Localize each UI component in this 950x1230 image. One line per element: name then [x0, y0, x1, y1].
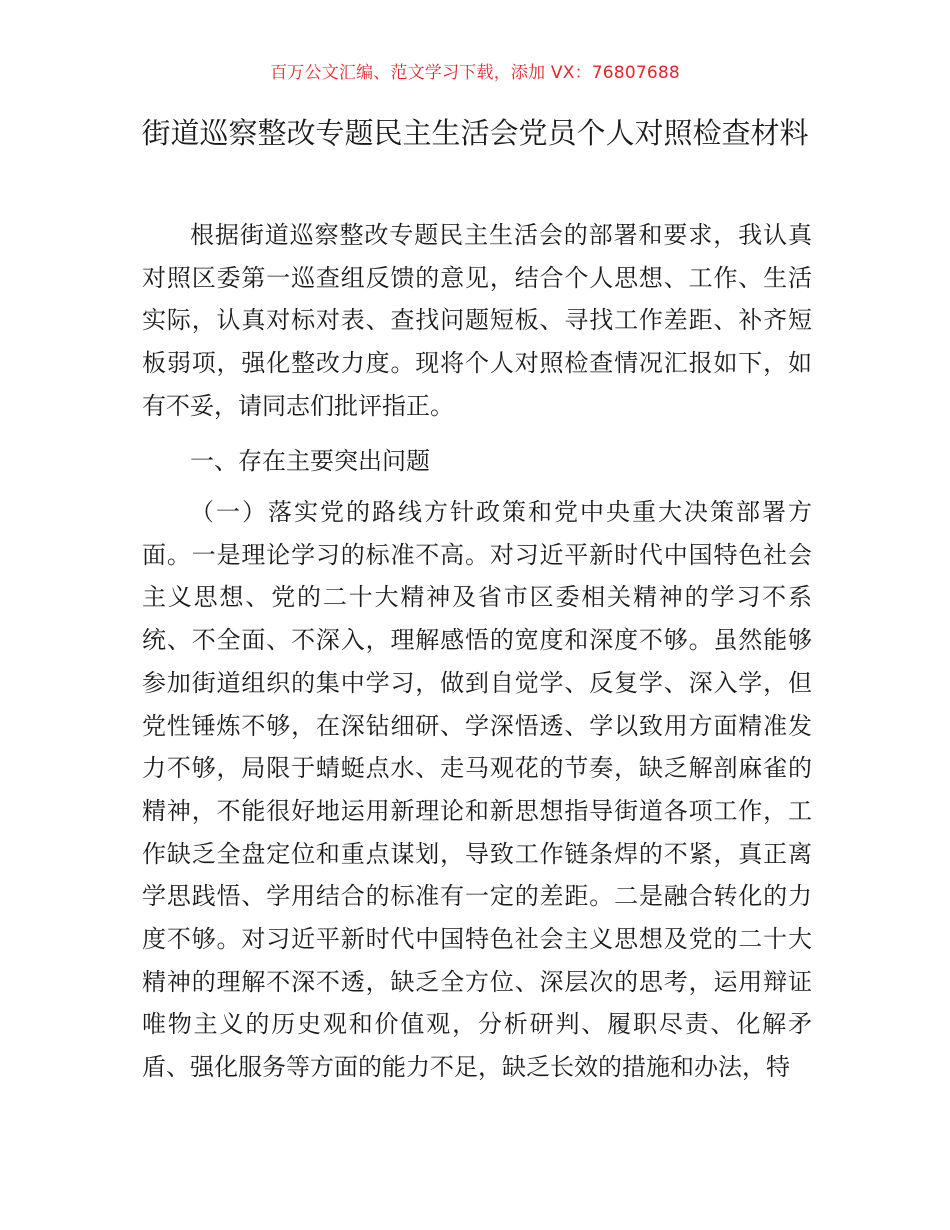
section-heading: 一、存在主要突出问题: [190, 447, 430, 475]
document-title: 街道巡察整改专题民主生活会党员个人对照检查材料: [141, 116, 809, 150]
intro-paragraph: 根据街道巡察整改专题民主生活会的部署和要求，我认真对照区委第一巡查组反馈的意见，结合个人思想、工作、生活实际，认真对标对表、查找问题短板、寻找工作差距、补齐短板弱项，强化整改力度。现将个人对照检查情况汇报如下，如有不妥，请同志们批评指正。: [142, 221, 812, 420]
watermark-header: 百万公文汇编、范文学习下载，添加 VX：76807688: [270, 63, 680, 83]
subsection-paragraph: （一）落实党的路线方针政策和党中央重大决策部署方面。一是理论学习的标准不高。对习近平新时代中国特色社会主义思想、党的二十大精神及省市区委相关精神的学习不系统、不全面、不深入，理解感悟的宽度和深度不够。虽然能够参加街道组织的集中学习，做到自觉学、反复学、深入学，但党性锤炼不够，在深钻细研、学深悟透、学以致用方面精准发力不够，局限于蜻蜓点水、走马观花的节奏，缺乏解剖麻雀的精神，不能很好地运用新理论和新思想指导街道各项工作，工作缺乏全盘定位和重点谋划，导致工作链条焊的不紧，真正离学思践悟、学用结合的标准有一定的差距。二是融合转化的力度不够。对习近平新时代中国特色社会主义思想及党的二十大精神的理解不深不透，缺乏全方位、深层次的思考，运用辩证唯物主义的历史观和价值观，分析研判、履职尽责、化解矛盾、强化服务等方面的能力不足，缺乏长效的措施和办法，特: [142, 498, 812, 1082]
